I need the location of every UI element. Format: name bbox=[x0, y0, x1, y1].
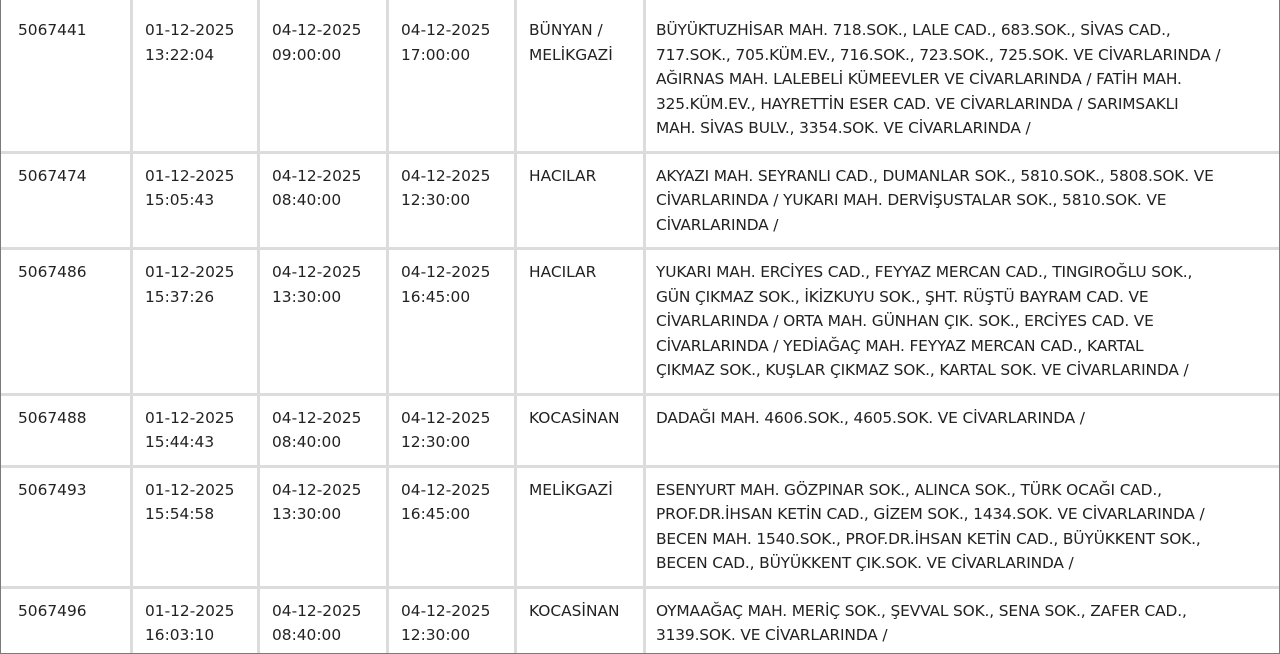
created-date: 01-12-2025 bbox=[145, 601, 235, 620]
address-line: OYMAAĞAÇ MAH. MERİÇ SOK., ŞEVVAL SOK., SENA SOK., ZAFER CAD., bbox=[656, 601, 1187, 620]
address-line: CİVARLARINDA / YEDİAĞAÇ MAH. FEYYAZ MERCAN CAD., KARTAL bbox=[656, 336, 1144, 355]
created-time: 15:44:43 bbox=[145, 433, 215, 451]
district-cell bbox=[517, 468, 646, 589]
outage-id: 5067486 bbox=[18, 263, 87, 281]
address-line: BECEN CAD., BÜYÜKKENT ÇIK.SOK. VE CİVARLARINDA / bbox=[656, 554, 1074, 572]
created-time: 16:03:10 bbox=[145, 626, 215, 644]
district-cell bbox=[517, 154, 646, 251]
address-cell bbox=[646, 154, 1279, 251]
start-time: 09:00:00 bbox=[272, 45, 342, 64]
table-row bbox=[1, 589, 1279, 654]
start-cell bbox=[260, 396, 389, 468]
end-cell bbox=[389, 468, 517, 589]
end-date: 04-12-2025 bbox=[401, 21, 491, 39]
district-line: HACILAR bbox=[529, 263, 597, 281]
start-time: 13:30:00 bbox=[272, 287, 342, 306]
address-line: MAH. SİVAS BULV., 3354.SOK. VE CİVARLARINDA / bbox=[656, 119, 1031, 137]
address-line: 3139.SOK. VE CİVARLARINDA / bbox=[656, 626, 888, 644]
address-line: CİVARLARINDA / bbox=[656, 215, 779, 234]
end-time: 12:30:00 bbox=[401, 626, 471, 644]
end-cell bbox=[389, 396, 517, 468]
address-line: ESENYURT MAH. GÖZPINAR SOK., ALINCA SOK., TÜRK OCAĞI CAD., bbox=[656, 480, 1162, 499]
end-time: 16:45:00 bbox=[401, 287, 471, 306]
start-date: 04-12-2025 bbox=[272, 480, 362, 499]
district-cell bbox=[517, 250, 646, 396]
start-cell bbox=[260, 468, 389, 589]
created-cell bbox=[133, 468, 260, 589]
end-cell bbox=[389, 154, 517, 251]
outage-id: 5067493 bbox=[18, 480, 87, 499]
start-date: 04-12-2025 bbox=[272, 263, 362, 281]
start-time: 08:40:00 bbox=[272, 191, 342, 209]
start-date: 04-12-2025 bbox=[272, 601, 362, 620]
table-row bbox=[1, 468, 1279, 589]
end-cell bbox=[389, 589, 517, 654]
start-time: 13:30:00 bbox=[272, 505, 342, 523]
address-line: DADAĞI MAH. 4606.SOK., 4605.SOK. VE CİVARLARINDA / bbox=[656, 408, 1085, 427]
end-time: 12:30:00 bbox=[401, 191, 471, 209]
address-line: CİVARLARINDA / YUKARI MAH. DERVİŞUSTALAR SOK., 5810.SOK. VE bbox=[656, 191, 1167, 209]
outage-id-cell bbox=[1, 589, 133, 654]
start-cell bbox=[260, 589, 389, 654]
outage-id-cell bbox=[1, 468, 133, 589]
start-cell bbox=[260, 0, 389, 154]
outage-id-cell bbox=[1, 396, 133, 468]
address-line: GÜN ÇIKMAZ SOK., İKİZKUYU SOK., ŞHT. RÜŞTÜ BAYRAM CAD. VE bbox=[656, 287, 1149, 306]
outage-id: 5067496 bbox=[18, 601, 87, 620]
district-line: BÜNYAN / bbox=[529, 21, 603, 39]
district-line: MELİKGAZİ bbox=[529, 45, 613, 64]
outage-id: 5067488 bbox=[18, 408, 87, 427]
outage-table-body bbox=[1, 0, 1279, 654]
outage-id-cell bbox=[1, 0, 133, 154]
end-time: 16:45:00 bbox=[401, 505, 471, 523]
district-cell bbox=[517, 589, 646, 654]
created-time: 15:05:43 bbox=[145, 191, 215, 209]
start-time: 08:40:00 bbox=[272, 626, 342, 644]
start-time: 08:40:00 bbox=[272, 433, 342, 451]
end-cell bbox=[389, 0, 517, 154]
address-line: PROF.DR.İHSAN KETİN CAD., GİZEM SOK., 1434.SOK. VE CİVARLARINDA / bbox=[656, 505, 1205, 523]
created-time: 15:37:26 bbox=[145, 287, 215, 306]
created-time: 13:22:04 bbox=[145, 45, 215, 64]
created-date: 01-12-2025 bbox=[145, 166, 235, 185]
end-date: 04-12-2025 bbox=[401, 263, 491, 281]
district-line: HACILAR bbox=[529, 166, 597, 185]
end-date: 04-12-2025 bbox=[401, 408, 491, 427]
address-line: 325.KÜM.EV., HAYRETTİN ESER CAD. VE CİVARLARINDA / SARIMSAKLI bbox=[656, 94, 1179, 113]
address-cell bbox=[646, 589, 1279, 654]
district-cell bbox=[517, 0, 646, 154]
created-date: 01-12-2025 bbox=[145, 263, 235, 281]
address-line: AĞIRNAS MAH. LALEBELİ KÜMEEVLER VE CİVARLARINDA / FATİH MAH. bbox=[656, 70, 1182, 88]
table-row bbox=[1, 396, 1279, 468]
end-cell bbox=[389, 250, 517, 396]
table-row bbox=[1, 250, 1279, 396]
end-date: 04-12-2025 bbox=[401, 601, 491, 620]
end-time: 12:30:00 bbox=[401, 433, 471, 451]
address-line: 717.SOK., 705.KÜM.EV., 716.SOK., 723.SOK., 725.SOK. VE CİVARLARINDA / bbox=[656, 45, 1221, 64]
address-cell bbox=[646, 468, 1279, 589]
address-line: ÇIKMAZ SOK., KUŞLAR ÇIKMAZ SOK., KARTAL SOK. VE CİVARLARINDA / bbox=[656, 361, 1189, 379]
created-cell bbox=[133, 396, 260, 468]
district-cell bbox=[517, 396, 646, 468]
outage-id: 5067441 bbox=[18, 21, 87, 39]
created-cell bbox=[133, 250, 260, 396]
start-date: 04-12-2025 bbox=[272, 408, 362, 427]
outage-table bbox=[1, 0, 1279, 654]
district-line: KOCASİNAN bbox=[529, 601, 620, 620]
outage-id-cell bbox=[1, 250, 133, 396]
start-date: 04-12-2025 bbox=[272, 166, 362, 185]
end-date: 04-12-2025 bbox=[401, 166, 491, 185]
start-cell bbox=[260, 250, 389, 396]
address-line: BECEN MAH. 1540.SOK., PROF.DR.İHSAN KETİN CAD., BÜYÜKKENT SOK., bbox=[656, 529, 1201, 548]
created-date: 01-12-2025 bbox=[145, 21, 235, 39]
start-date: 04-12-2025 bbox=[272, 21, 362, 39]
district-line: KOCASİNAN bbox=[529, 408, 620, 427]
table-row bbox=[1, 154, 1279, 251]
district-line: MELİKGAZİ bbox=[529, 480, 613, 499]
address-cell bbox=[646, 250, 1279, 396]
created-cell bbox=[133, 589, 260, 654]
end-date: 04-12-2025 bbox=[401, 480, 491, 499]
created-date: 01-12-2025 bbox=[145, 408, 235, 427]
created-cell bbox=[133, 0, 260, 154]
outage-id-cell bbox=[1, 154, 133, 251]
address-cell bbox=[646, 0, 1279, 154]
created-date: 01-12-2025 bbox=[145, 480, 235, 499]
table-row bbox=[1, 0, 1279, 154]
address-line: AKYAZI MAH. SEYRANLI CAD., DUMANLAR SOK., 5810.SOK., 5808.SOK. VE bbox=[656, 166, 1214, 185]
address-line: CİVARLARINDA / ORTA MAH. GÜNHAN ÇIK. SOK., ERCİYES CAD. VE bbox=[656, 312, 1154, 330]
outage-id: 5067474 bbox=[18, 166, 87, 185]
start-cell bbox=[260, 154, 389, 251]
address-cell bbox=[646, 396, 1279, 468]
address-line: YUKARI MAH. ERCİYES CAD., FEYYAZ MERCAN CAD., TINGIROĞLU SOK., bbox=[656, 263, 1193, 281]
created-time: 15:54:58 bbox=[145, 505, 215, 523]
created-cell bbox=[133, 154, 260, 251]
address-line: BÜYÜKTUZHİSAR MAH. 718.SOK., LALE CAD., 683.SOK., SİVAS CAD., bbox=[656, 21, 1171, 39]
end-time: 17:00:00 bbox=[401, 45, 471, 64]
